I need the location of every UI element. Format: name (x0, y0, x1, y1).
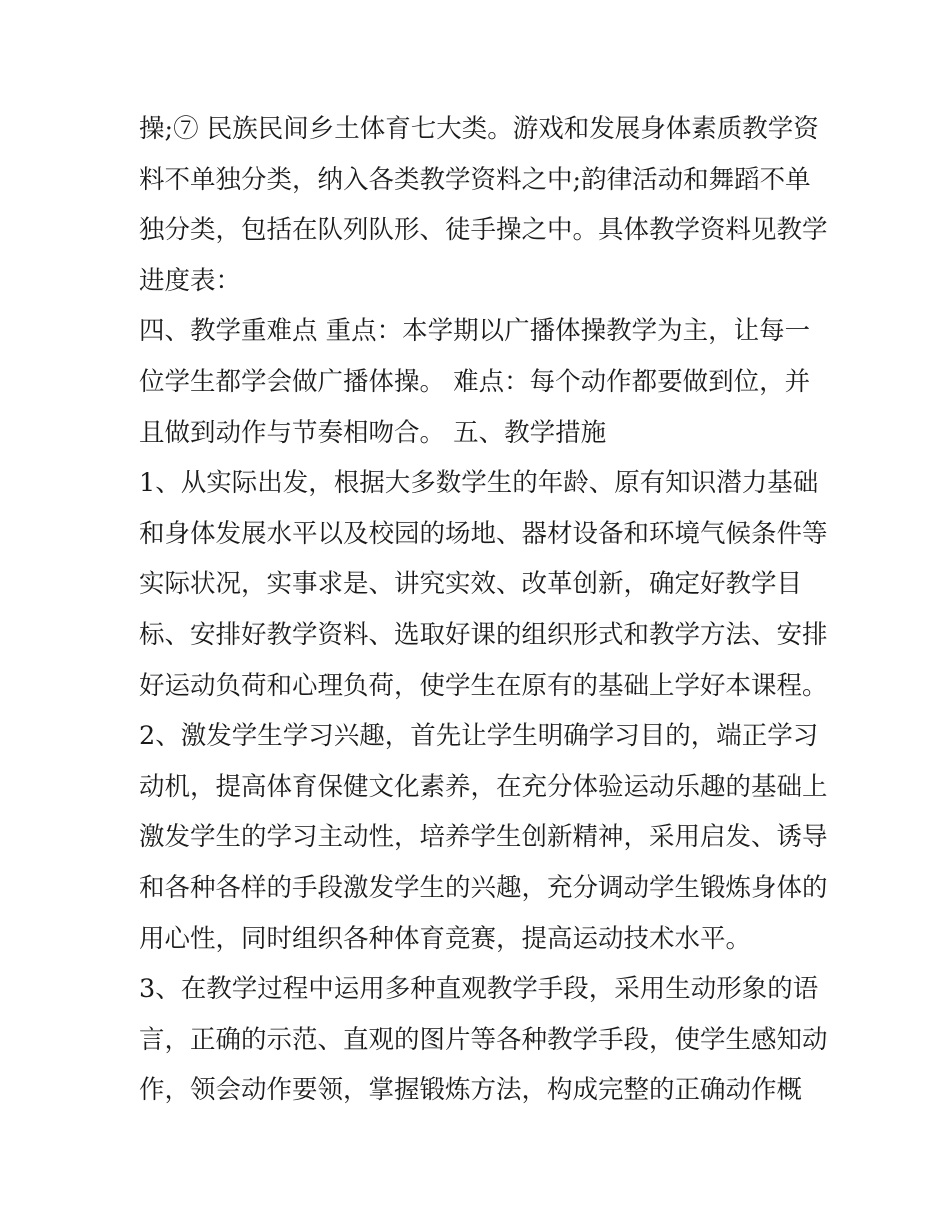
text-line: 标、安排好教学资料、选取好课的组织形式和教学方法、安排 (139, 619, 828, 650)
text-line: 实际状况，实事求是、讲究实效、改革创新，确定好教学目 (139, 569, 803, 600)
list-item-line: 2、激发学生学习兴趣，首先让学生明确学习目的，端正学习 (139, 721, 819, 752)
text-line: 用心性，同时组织各种体育竞赛，提高运动技术水平。 (139, 923, 752, 954)
text-line: 且做到动作与节奏相吻合。 五、教学措施 (139, 417, 607, 448)
list-item-line: 3、在教学过程中运用多种直观教学手段，采用生动形象的语 (139, 974, 819, 1005)
text-line: 独分类，包括在队列队形、徒手操之中。具体教学资料见教学 (139, 215, 828, 246)
text-line: 作，领会动作要领，掌握锻炼方法，构成完整的正确动作概 (139, 1075, 803, 1106)
section-heading-line: 四、教学重难点 重点：本学期以广播体操教学为主，让每一 (139, 316, 811, 347)
list-item-line: 1、从实际出发，根据大多数学生的年龄、原有知识潜力基础 (139, 468, 819, 499)
text-line: 好运动负荷和心理负荷，使学生在原有的基础上学好本课程。 (139, 670, 828, 701)
text-line: 激发学生的学习主动性，培养学生创新精神，采用启发、诱导 (139, 822, 828, 853)
document-body (139, 104, 829, 1116)
text-line: 和各种各样的手段激发学生的兴趣，充分调动学生锻炼身体的 (139, 872, 828, 903)
text-line: 动机，提高体育保健文化素养，在充分体验运动乐趣的基础上 (139, 771, 828, 802)
text-line: 料不单独分类，纳入各类教学资料之中;韵律活动和舞蹈不单 (139, 164, 811, 195)
text-line: 操;⑦ 民族民间乡土体育七大类。游戏和发展身体素质教学资 (139, 114, 819, 144)
text-line: 进度表： (139, 265, 242, 296)
text-line: 言，正确的示范、直观的图片等各种教学手段，使学生感知动 (139, 1024, 828, 1055)
text-line: 和身体发展水平以及校园的场地、器材设备和环境气候条件等 (139, 518, 828, 549)
text-line: 位学生都学会做广播体操。 难点：每个动作都要做到位，并 (139, 366, 811, 397)
